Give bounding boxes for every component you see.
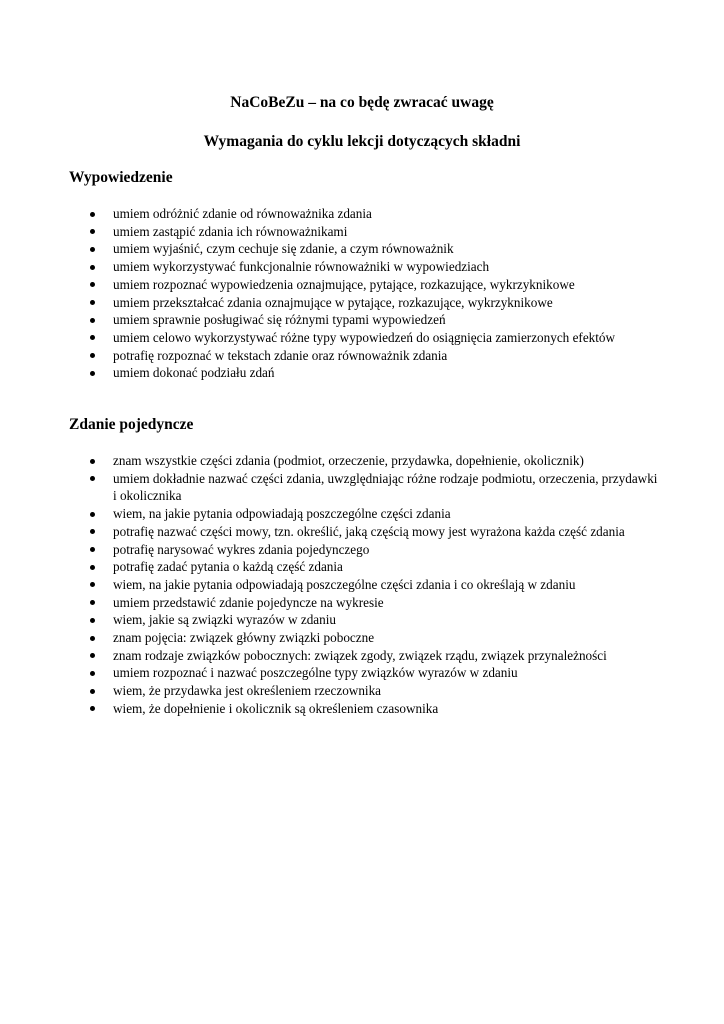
bullet-icon (90, 618, 95, 623)
section-heading-wypowiedzenie: Wypowiedzenie (69, 169, 173, 186)
list-item-text: umiem dokonać podziału zdań (113, 365, 275, 381)
list-item (0, 452, 724, 470)
list-item-text: umiem wykorzystywać funkcjonalnie równoważniki w wypowiedziach (113, 259, 490, 275)
bullet-icon (90, 653, 95, 658)
list-item-text: wiem, na jakie pytania odpowiadają poszczególne części zdania i co określają w zdaniu (113, 576, 576, 592)
list-item-text: wiem, że dopełnienie i okolicznik są określeniem czasownika (113, 700, 439, 716)
list-item (0, 311, 724, 329)
list-item (0, 541, 724, 559)
list-item (0, 347, 724, 365)
list-item-text: umiem rozpoznać wypowiedzenia oznajmujące, pytające, rozkazujące, wykrzyknikowe (113, 276, 575, 292)
list-item-text: umiem przekształcać zdania oznajmujące w pytające, rozkazujące, wykrzyknikowe (113, 294, 553, 310)
list-item-text: potrafię nazwać części mowy, tzn. określić, jaką częścią mowy jest wyrażona każda część zdania (113, 523, 625, 539)
list-item (0, 294, 724, 312)
bullet-icon (90, 371, 95, 376)
list-item (0, 558, 724, 576)
bullet-icon (90, 459, 95, 464)
list-item (0, 240, 724, 258)
list-item (0, 700, 724, 718)
list-item-text: umiem odróżnić zdanie od równoważnika zdania (113, 206, 372, 221)
page-subtitle: Wymagania do cyklu lekcji dotyczących składni (203, 133, 521, 150)
list-item-text: potrafię narysować wykres zdania pojedynczego (113, 541, 370, 557)
bullet-icon (90, 565, 95, 570)
list-item (0, 682, 724, 700)
list-item (0, 364, 724, 382)
bullet-icon (90, 547, 95, 552)
list-item-text: znam pojęcia: związek główny związki poboczne (113, 630, 375, 646)
list-item (0, 276, 724, 294)
list-item (0, 205, 724, 223)
list-item-text: umiem wyjaśnić, czym cechuje się zdanie, a czym równoważnik (113, 241, 454, 257)
list-item (0, 664, 724, 682)
list-item (0, 594, 724, 612)
section-heading-zdanie-pojedyncze: Zdanie pojedyncze (69, 416, 194, 433)
bullet-icon (90, 600, 95, 605)
list-item-text: umiem celowo wykorzystywać różne typy wypowiedzeń do osiągnięcia zamierzonych efektów (113, 329, 616, 345)
bullet-icon (90, 671, 95, 676)
list-item-text: wiem, że przydawka jest określeniem rzeczownika (113, 683, 382, 699)
bullet-icon (90, 247, 95, 252)
bullet-icon (90, 636, 95, 641)
list-item-text: potrafię zadać pytania o każdą część zdania (113, 559, 343, 575)
list-item-text: znam rodzaje związków pobocznych: związek zgody, związek rządu, związek przynależności (113, 647, 607, 663)
list-item-text: umiem dokładnie nazwać części zdania, uwzględniając różne rodzaje podmiotu, orzeczenia, przydawki i okolicznika (113, 470, 658, 504)
list-item-text: wiem, jakie są związki wyrazów w zdaniu (113, 612, 337, 628)
list-item (0, 329, 724, 347)
page-title: NaCoBeZu – na co będę zwracać uwagę (230, 94, 494, 111)
bullet-icon (90, 476, 95, 481)
list-item-text: znam wszystkie części zdania (podmiot, orzeczenie, przydawka, dopełnienie, okolicznik) (113, 453, 584, 468)
list-item (0, 647, 724, 665)
list-item (0, 258, 724, 276)
bullet-icon (90, 689, 95, 694)
list-item (0, 223, 724, 241)
list-item (0, 470, 724, 505)
list-item-text: umiem sprawnie posługiwać się różnymi typami wypowiedzeń (113, 312, 446, 328)
bullet-icon (90, 265, 95, 270)
list-item-text: umiem zastąpić zdania ich równoważnikami (113, 223, 348, 239)
list-item-text: potrafię rozpoznać w tekstach zdanie oraz równoważnik zdania (113, 347, 448, 363)
bullet-icon (90, 212, 95, 217)
list-item (0, 505, 724, 523)
bullet-icon (90, 282, 95, 287)
list-item-text: umiem przedstawić zdanie pojedyncze na wykresie (113, 594, 384, 610)
zdanie-pojedyncze-list (0, 452, 724, 718)
list-item-text: wiem, na jakie pytania odpowiadają poszczególne części zdania (113, 506, 451, 522)
list-item (0, 523, 724, 541)
bullet-icon (90, 529, 95, 534)
bullet-icon (90, 706, 95, 711)
bullet-icon (90, 353, 95, 358)
bullet-icon (90, 300, 95, 305)
list-item-text: umiem rozpoznać i nazwać poszczególne typy związków wyrazów w zdaniu (113, 665, 518, 681)
bullet-icon (90, 512, 95, 517)
list-item (0, 611, 724, 629)
list-item (0, 576, 724, 594)
wypowiedzenie-list (0, 205, 724, 382)
bullet-icon (90, 229, 95, 234)
bullet-icon (90, 582, 95, 587)
list-item (0, 629, 724, 647)
bullet-icon (90, 335, 95, 340)
bullet-icon (90, 318, 95, 323)
